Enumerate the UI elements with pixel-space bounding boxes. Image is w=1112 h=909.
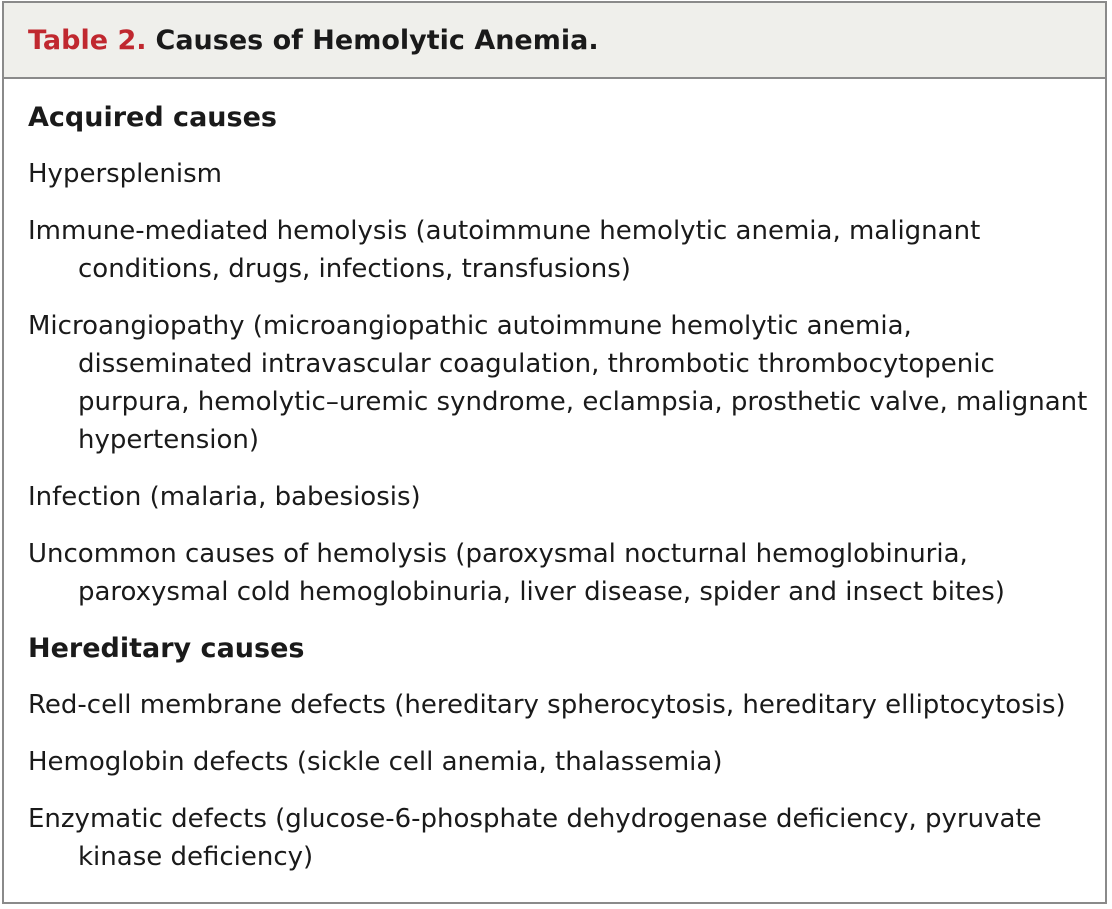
list-item: Microangiopathy (microangiopathic autoimmune hemolytic anemia, disseminated intravascular coagulation, thrombotic thrombocytopenic purpura, hemolytic–uremic syndrome, eclampsia, prosthetic valve, malignant hypertension) — [28, 311, 1088, 455]
section-hereditary-causes — [28, 630, 1093, 876]
list-item: Hypersplenism — [28, 159, 222, 189]
list-item: Infection (malaria, babesiosis) — [28, 482, 421, 512]
list-item: Hemoglobin defects (sickle cell anemia, thalassemia) — [28, 747, 723, 777]
section-acquired-causes — [28, 99, 1093, 611]
list-item: Enzymatic defects (glucose-6-phosphate dehydrogenase deficiency, pyruvate kinase deficiency) — [28, 804, 1042, 872]
table-frame — [2, 1, 1107, 904]
section-heading: Hereditary causes — [28, 633, 305, 664]
list-item: Immune-mediated hemolysis (autoimmune hemolytic anemia, malignant conditions, drugs, infections, transfusions) — [28, 216, 981, 284]
table-label: Table 2. — [28, 24, 147, 56]
table-header — [4, 3, 1105, 79]
list-item: Uncommon causes of hemolysis (paroxysmal nocturnal hemoglobinuria, paroxysmal cold hemoglobinuria, liver disease, spider and insect bites) — [28, 539, 1005, 607]
table-body — [4, 79, 1105, 876]
list-item: Red-cell membrane defects (hereditary spherocytosis, hereditary elliptocytosis) — [28, 690, 1066, 720]
table-title: Causes of Hemolytic Anemia. — [155, 24, 599, 56]
section-heading: Acquired causes — [28, 102, 277, 133]
